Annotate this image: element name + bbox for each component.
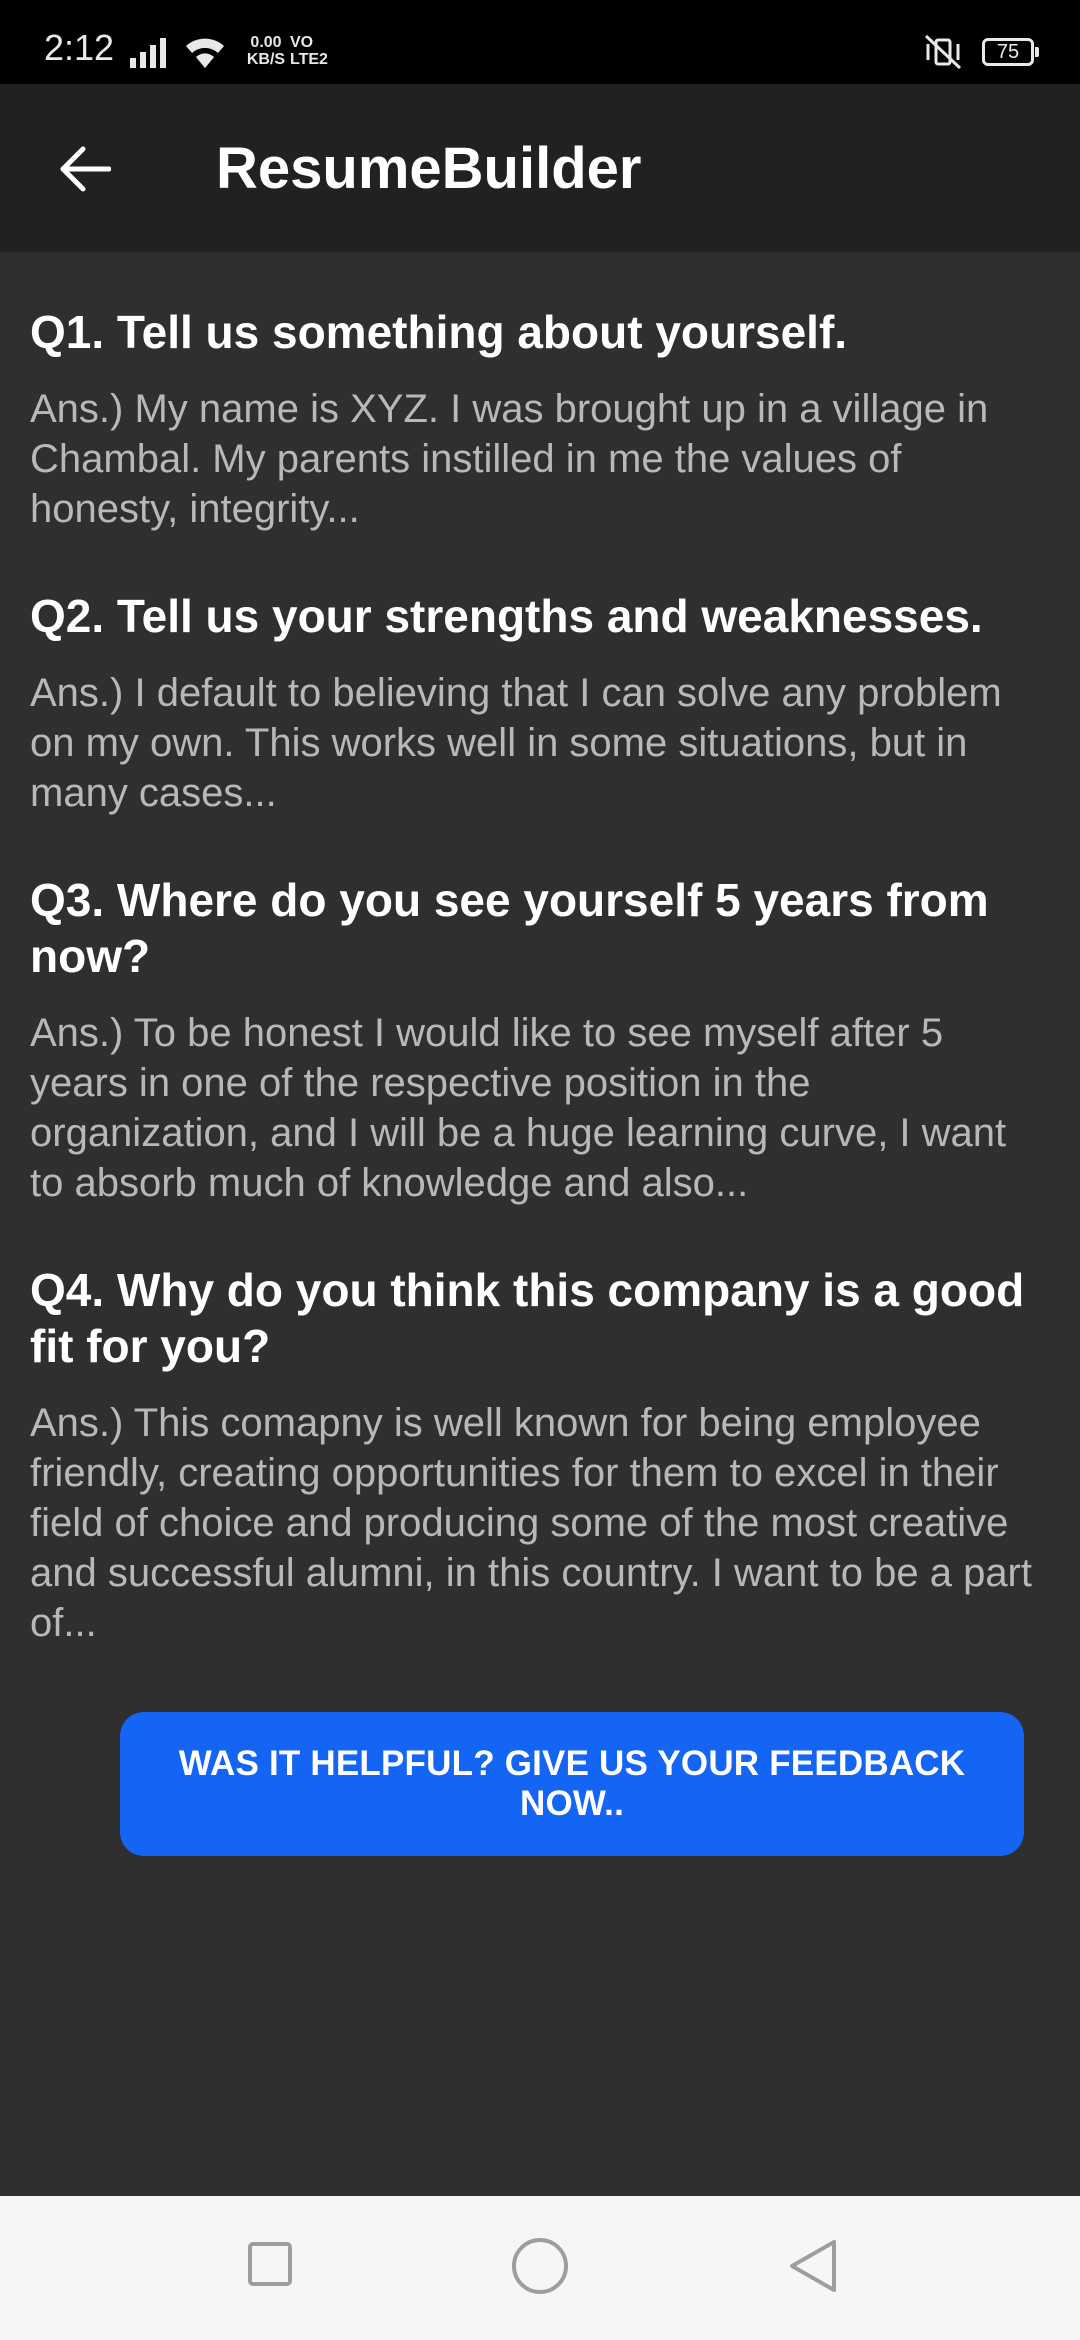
volte-top: VO [290, 34, 314, 51]
back-button[interactable] [50, 134, 120, 204]
system-nav-bar [0, 2196, 1080, 2340]
question-4: Q4. Why do you think this company is a good fit for you? [30, 1264, 1025, 1372]
battery-icon: 75 [982, 38, 1034, 66]
volte-indicator [290, 34, 336, 68]
question-3: Q3. Where do you see yourself 5 years from now? [30, 874, 989, 982]
status-time: 2:12 [44, 27, 115, 68]
question-2: Q2. Tell us your strengths and weaknesses. [30, 590, 983, 642]
answer-3: Ans.) To be honest I would like to see myself after 5 years in one of the respective position in the organization, and I will be a huge learning curve, I want to absorb much of knowledge and also... [30, 1011, 1007, 1205]
arrow-left-icon [59, 146, 111, 192]
wifi-icon [182, 34, 228, 72]
answer-4: Ans.) This comapny is well known for being employee friendly, creating opportunities for them to excel in their field of choice and producing some of the most creative and successful alumni, in this country. I want to be a part of... [30, 1401, 1032, 1645]
vibrate-off-icon [922, 34, 964, 70]
feedback-button[interactable]: WAS IT HELPFUL? GIVE US YOUR FEEDBACK NOW.. [120, 1712, 1024, 1856]
status-bar [0, 0, 1080, 84]
answer-1: Ans.) My name is XYZ. I was brought up in a village in Chambal. My parents instilled in me the values of honesty, integrity... [30, 387, 989, 531]
square-icon[interactable] [248, 2242, 292, 2286]
question-1: Q1. Tell us something about yourself. [30, 306, 848, 358]
triangle-back-icon[interactable] [784, 2236, 840, 2296]
app-bar [0, 84, 1080, 252]
net-speed-unit: KB/S [246, 51, 286, 68]
answer-2: Ans.) I default to believing that I can solve any problem on my own. This works well in some situations, but in many cases... [30, 671, 1002, 815]
net-speed-value: 0.00 [250, 34, 282, 51]
volte-bottom: LTE2 [290, 51, 328, 68]
circle-icon[interactable] [512, 2238, 568, 2294]
page-title: ResumeBuilder [216, 136, 642, 201]
net-speed [236, 34, 296, 68]
